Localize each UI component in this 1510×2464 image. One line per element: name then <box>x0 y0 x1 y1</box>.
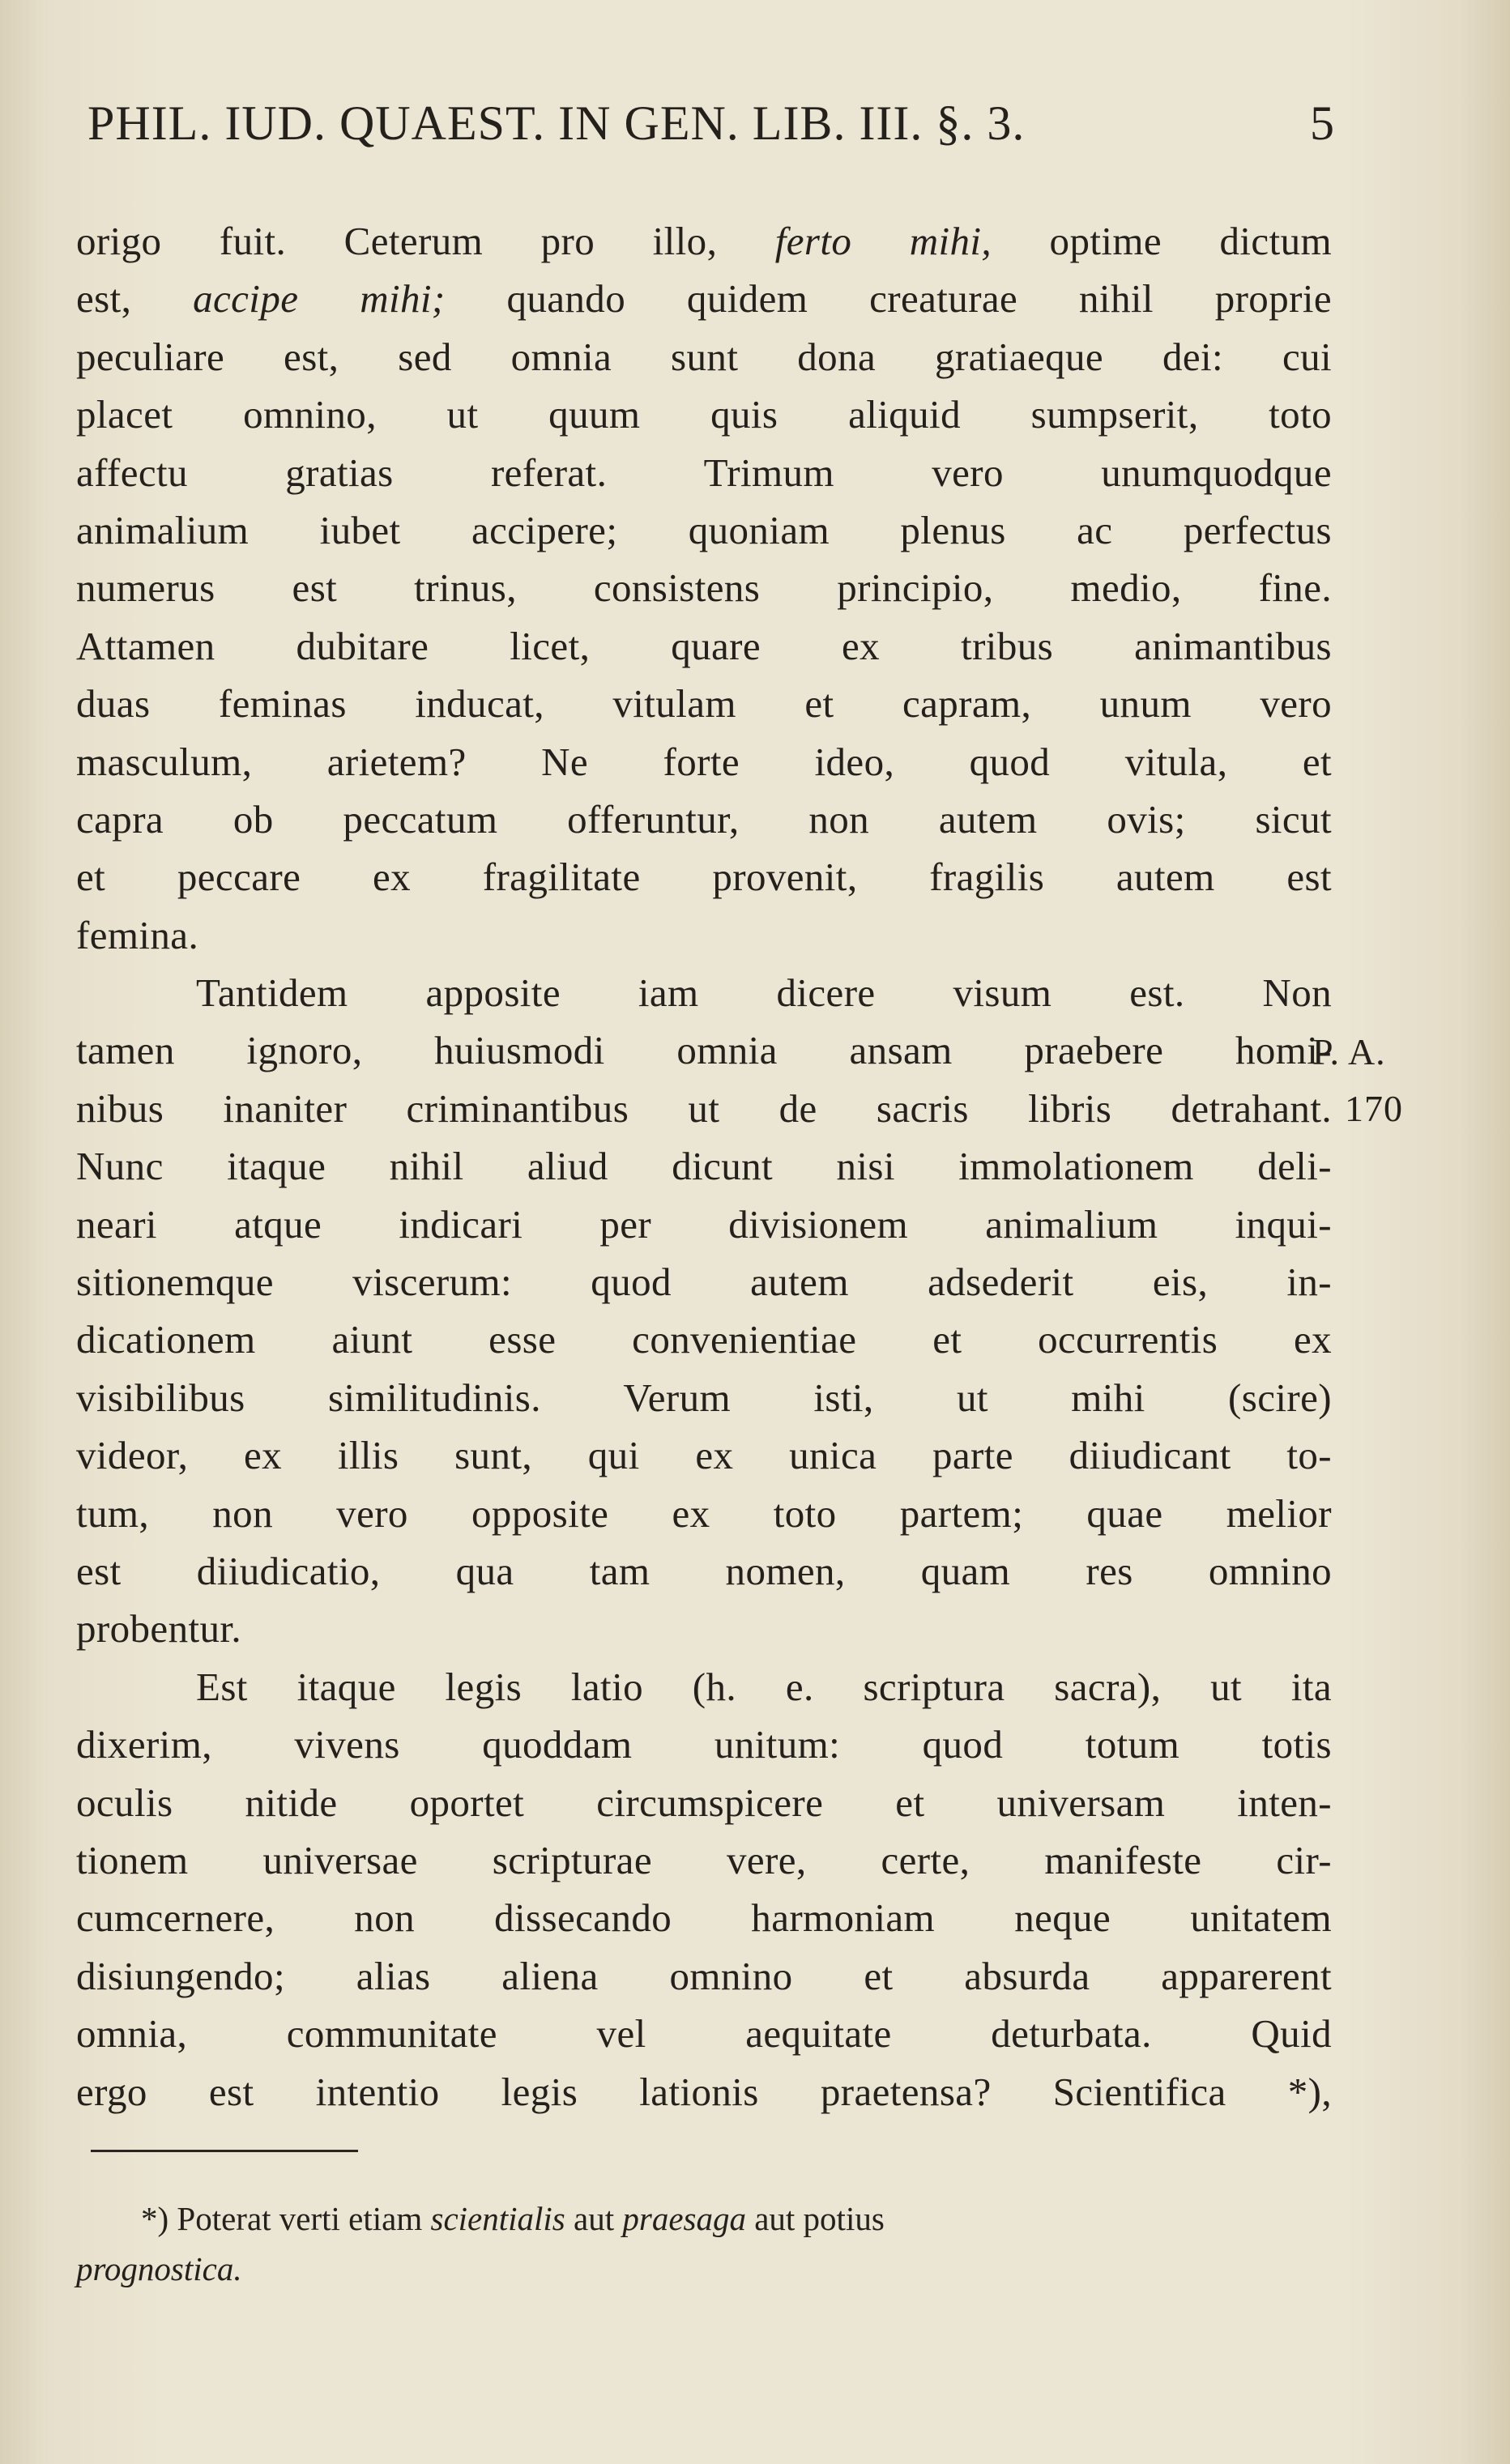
text-line: tionem universae scripturae vere, certe, manifeste cir- <box>76 1837 1332 1882</box>
footnote-marker: *) <box>141 2200 169 2237</box>
text-line: sitionemque viscerum: quod autem adsederit eis, in- <box>76 1260 1332 1305</box>
text-run: optime dictum <box>992 219 1333 263</box>
text-line: duas feminas inducat, vitulam et capram, unum vero <box>76 681 1332 727</box>
footnote-line <box>76 2244 1316 2294</box>
text-run: origo fuit. Ceterum pro illo, <box>76 219 775 263</box>
text-line: videor, ex illis sunt, qui ex unica parte diiudicant to- <box>76 1433 1332 1478</box>
footnote-term: scientialis <box>430 2200 565 2237</box>
text-line: tum, non vero opposite ex toto partem; quae melior <box>76 1490 1332 1536</box>
text-line: Nunc itaque nihil aliud dicunt nisi immolationem deli- <box>76 1144 1332 1189</box>
footnote-rule <box>91 2150 358 2152</box>
text-run: quando quidem creaturae nihil proprie <box>445 276 1332 322</box>
text-line <box>76 270 1332 327</box>
text-line: femina. <box>76 912 199 957</box>
footnote-text: Poterat verti etiam <box>168 2200 431 2237</box>
text-line: et peccare ex fragilitate provenit, fragilis autem est <box>76 855 1332 900</box>
running-title: PHIL. IUD. QUAEST. IN GEN. LIB. III. §. 3. <box>87 96 1026 150</box>
text-line: dicationem aiunt esse convenientiae et occurrentis ex <box>76 1317 1332 1362</box>
text-line: numerus est trinus, consistens principio, medio, fine. <box>76 565 1332 611</box>
text-line: placet omnino, ut quum quis aliquid sumpserit, toto <box>76 392 1332 437</box>
text-line: dixerim, vivens quoddam unitum: quod totum totis <box>76 1722 1332 1767</box>
text-line: disiungendo; alias aliena omnino et absurda apparerent <box>76 1953 1332 1998</box>
footnote-term: praesaga <box>622 2200 746 2237</box>
text-line: animalium iubet accipere; quoniam plenus ac perfectus <box>76 507 1332 552</box>
running-head <box>87 96 1335 168</box>
main-text <box>76 212 1332 2121</box>
text-line: nibus inaniter criminantibus ut de sacris libris detrahant. <box>76 1085 1332 1131</box>
text-line: cumcernere, non dissecando harmoniam neque unitatem <box>76 1895 1332 1941</box>
footnote-line <box>76 2193 1316 2244</box>
text-line: ergo est intentio legis lationis praetensa? Scientifica *), <box>76 2069 1332 2114</box>
text-line <box>76 212 1332 270</box>
text-line: omnia, communitate vel aequitate deturbata. Quid <box>76 2011 1332 2057</box>
footnote-term: prognostica. <box>76 2250 242 2287</box>
margin-reference-label: P. A. <box>1312 1031 1386 1072</box>
margin-reference-page: 170 <box>1345 1088 1403 1129</box>
italic-phrase: ferto mihi, <box>774 219 992 263</box>
text-run: est, <box>76 276 194 322</box>
text-line: affectu gratias referat. Trimum vero unumquodque <box>76 450 1332 495</box>
footnote <box>76 2193 1316 2294</box>
footnote-text: aut <box>565 2200 623 2237</box>
text-line: probentur. <box>76 1606 242 1652</box>
text-line: capra ob peccatum offeruntur, non autem ovis; sicut <box>76 796 1332 842</box>
text-line: visibilibus similitudinis. Verum isti, ut mihi (scire) <box>76 1375 1332 1420</box>
text-line: masculum, arietem? Ne forte ideo, quod vitula, et <box>76 739 1332 784</box>
text-line: tamen ignoro, huiusmodi omnia ansam praebere homi- <box>76 1028 1332 1073</box>
page-number: 5 <box>1310 96 1335 150</box>
italic-phrase: accipe mihi; <box>193 276 446 322</box>
footnote-text: aut potius <box>745 2200 885 2237</box>
paragraph-start-line: Est itaque legis latio (h. e. scriptura sacra), ut ita <box>196 1664 1332 1709</box>
text-line: oculis nitide oportet circumspicere et universam inten- <box>76 1780 1332 1825</box>
paragraph-start-line: Tantidem apposite iam dicere visum est. Non <box>196 970 1332 1016</box>
text-line: neari atque indicari per divisionem animalium inqui- <box>76 1201 1332 1247</box>
text-line: est diiudicatio, qua tam nomen, quam res omnino <box>76 1548 1332 1593</box>
text-line: Attamen dubitare licet, quare ex tribus animantibus <box>76 623 1332 668</box>
text-line: peculiare est, sed omnia sunt dona gratiaeque dei: cui <box>76 334 1332 379</box>
